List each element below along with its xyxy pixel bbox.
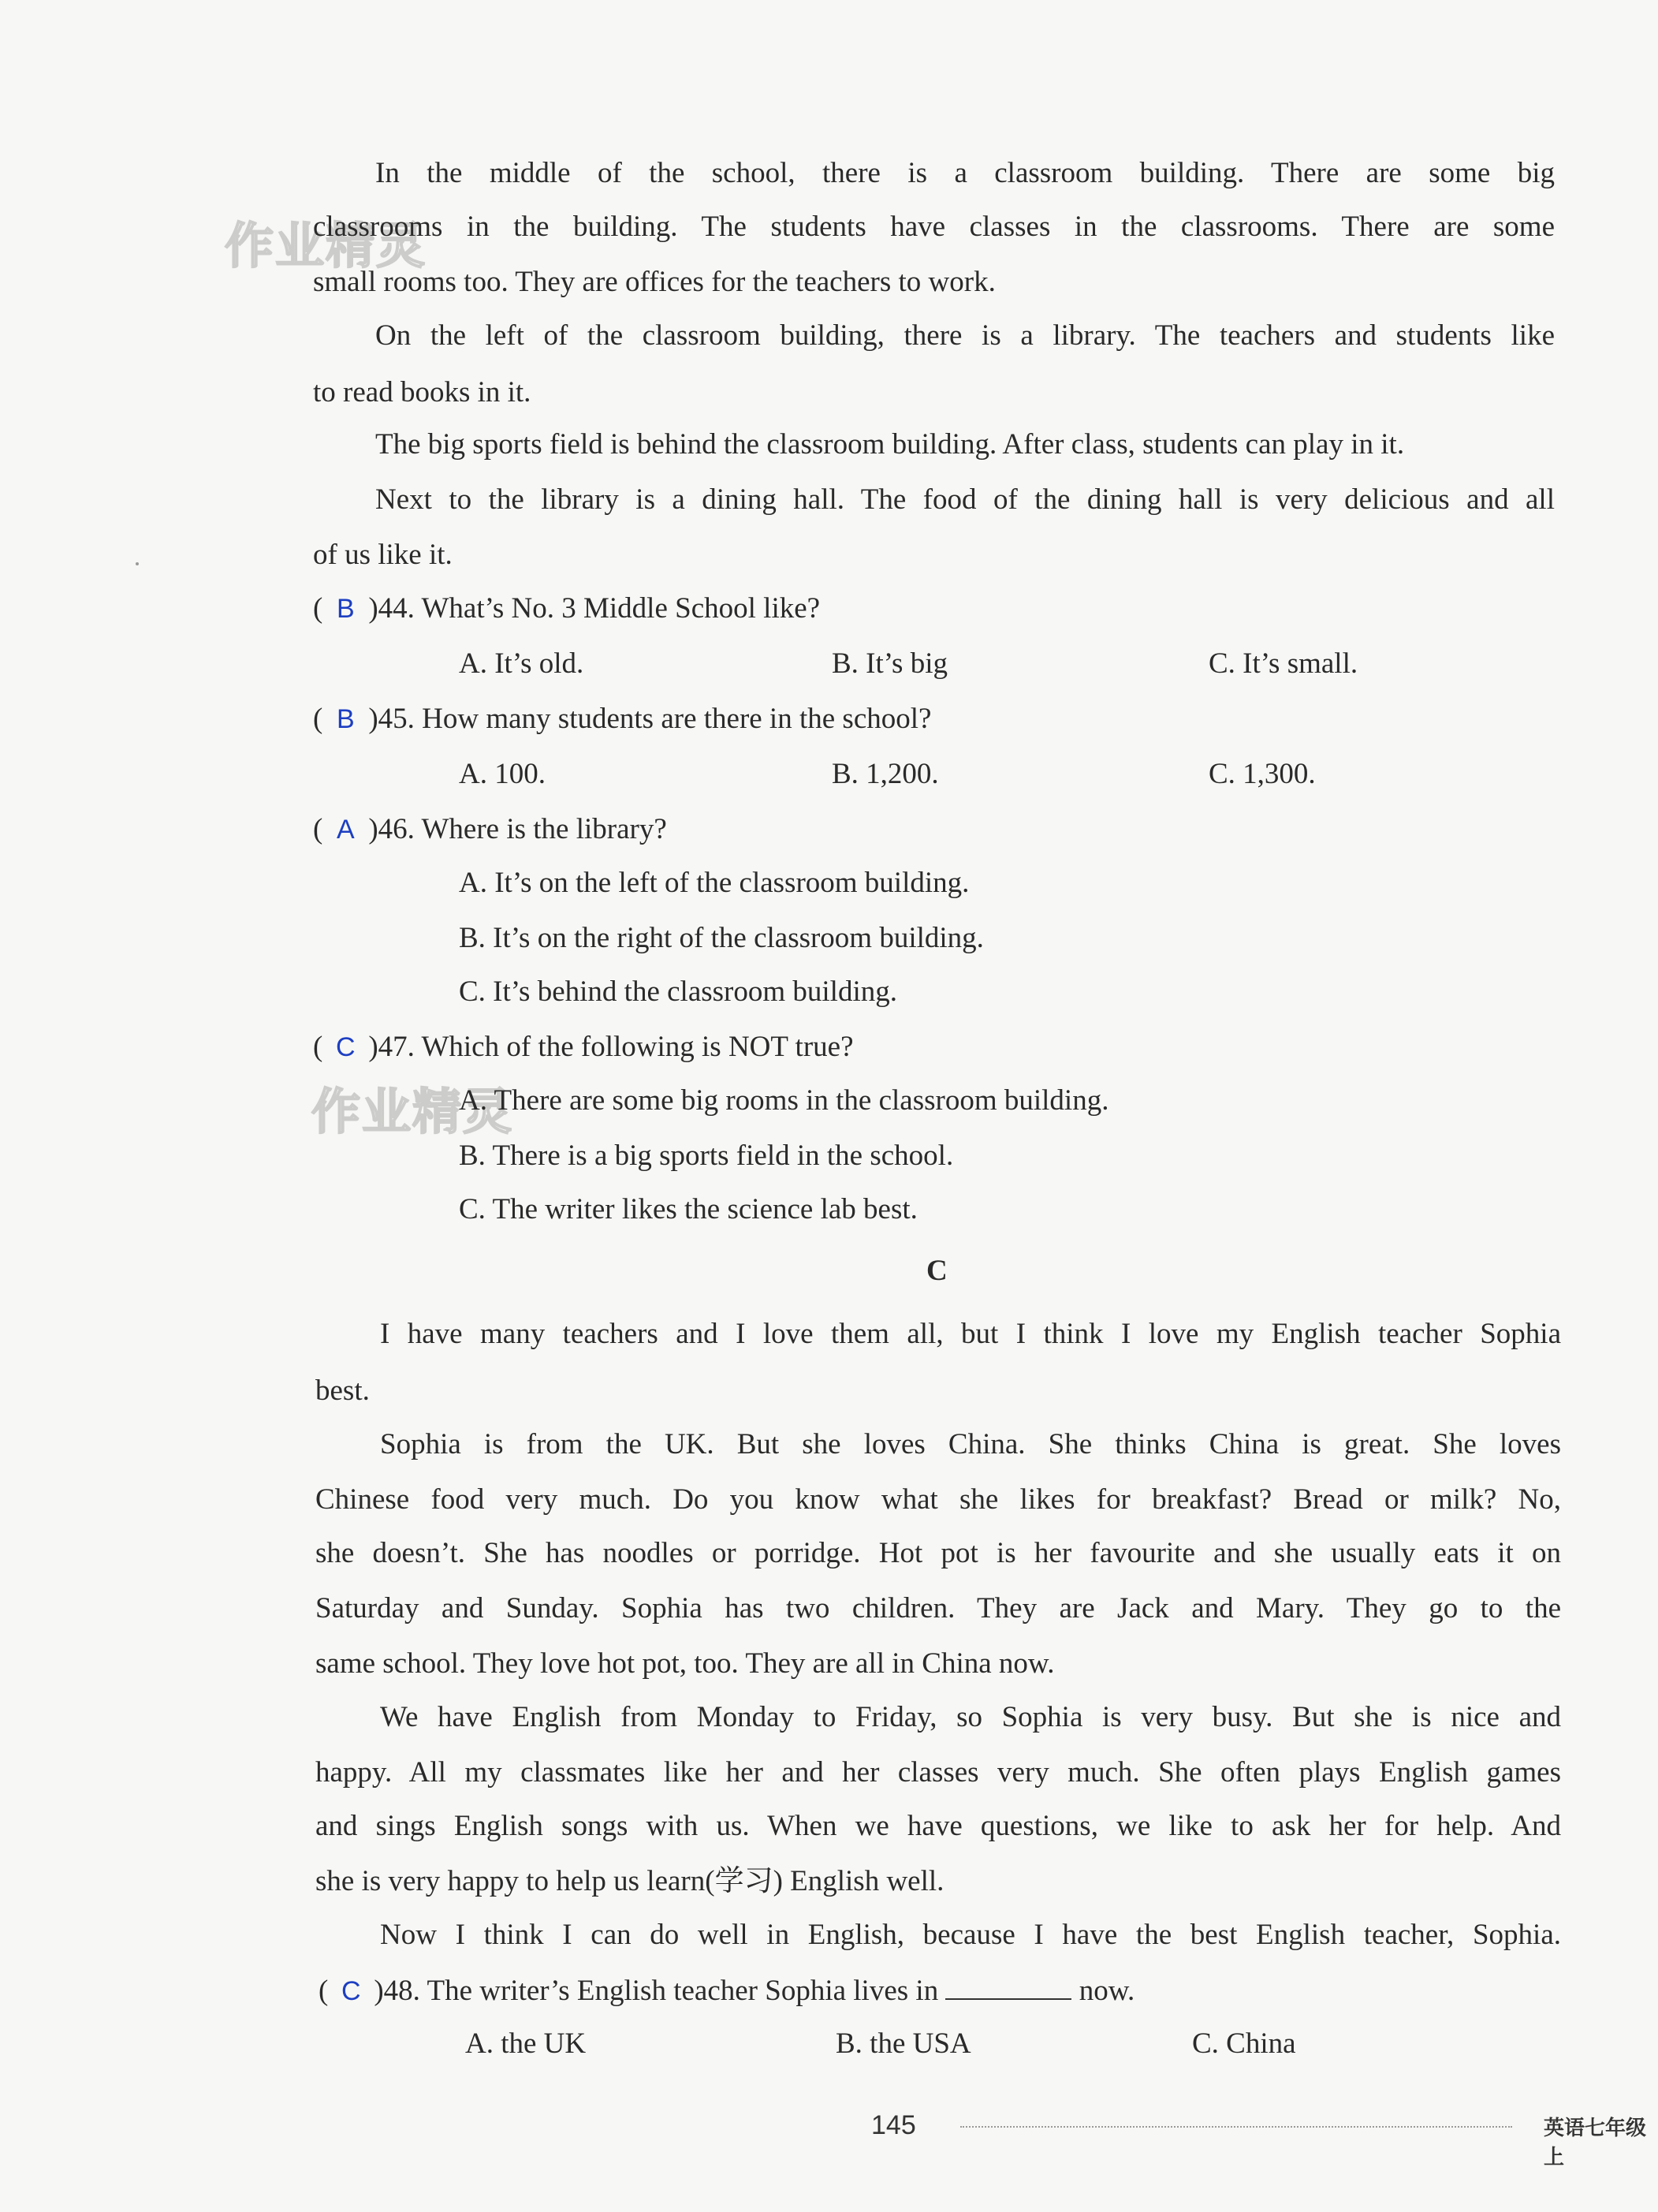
question-48-text-end: now. bbox=[1079, 1975, 1135, 2007]
answer-44: B bbox=[336, 594, 355, 624]
q46-option-a: A. It’s on the left of the classroom building. bbox=[459, 867, 970, 899]
passage-b-p1-line2: classrooms in the building. The students have classes in the classrooms. There are some bbox=[313, 211, 1555, 243]
passage-b-p4-line2: of us like it. bbox=[313, 539, 453, 571]
q46-option-b: B. It’s on the right of the classroom building. bbox=[459, 922, 984, 954]
passage-b-p4-line1: Next to the library is a dining hall. The food of the dining hall is very delicious and all bbox=[375, 483, 1555, 516]
q48-option-c: C. China bbox=[1192, 2027, 1296, 2060]
question-48-text: )48. The writer’s English teacher Sophia lives in bbox=[374, 1975, 939, 2007]
passage-c-p3-line1: We have English from Monday to Friday, so Sophia is very busy. But she is nice and bbox=[380, 1701, 1561, 1733]
paren-open: ( bbox=[319, 1975, 329, 2007]
answer-blank bbox=[945, 1971, 1071, 2000]
question-48 bbox=[319, 1971, 1135, 2010]
passage-c-p3-line2: happy. All my classmates like her and her classes very much. She often plays English games bbox=[315, 1756, 1561, 1789]
question-46-text: )46. Where is the library? bbox=[368, 813, 667, 845]
footer-divider bbox=[960, 2126, 1512, 2128]
answer-46: A bbox=[336, 815, 355, 845]
passage-b-p2-line1: On the left of the classroom building, there is a library. The teachers and students like bbox=[375, 319, 1555, 352]
paren-open: ( bbox=[313, 703, 323, 735]
passage-c-p3-line3: and sings English songs with us. When we have questions, we like to ask her for help. And bbox=[315, 1810, 1561, 1842]
passage-b-p2-line2: to read books in it. bbox=[313, 376, 531, 408]
q47-option-b: B. There is a big sports field in the school. bbox=[459, 1140, 954, 1172]
passage-c-p2-line5: same school. They love hot pot, too. They are all in China now. bbox=[315, 1647, 1055, 1680]
q45-option-b: B. 1,200. bbox=[832, 758, 939, 790]
answer-47: C bbox=[336, 1032, 356, 1062]
page-number: 145 bbox=[871, 2110, 916, 2140]
passage-c-p2-line3: she doesn’t. She has noodles or porridge. Hot pot is her favourite and she usually eats it on bbox=[315, 1537, 1561, 1569]
answer-48: C bbox=[341, 1976, 361, 2006]
section-c-heading: C bbox=[926, 1255, 948, 1287]
passage-c-p2-line1: Sophia is from the UK. But she loves China. She thinks China is great. She loves bbox=[380, 1428, 1561, 1460]
footer-label: 英语七年级上 bbox=[1544, 2117, 1647, 2169]
passage-c-p2-line2: Chinese food very much. Do you know what she likes for breakfast? Bread or milk? No, bbox=[315, 1483, 1561, 1516]
watermark-top: 作业精灵 bbox=[225, 217, 427, 274]
passage-c-p1-line1: I have many teachers and I love them all, but I think I love my English teacher Sophia bbox=[380, 1318, 1561, 1350]
question-44 bbox=[313, 590, 820, 628]
watermark-middle: 作业精灵 bbox=[311, 1083, 514, 1140]
question-47 bbox=[313, 1028, 854, 1066]
q45-option-a: A. 100. bbox=[459, 758, 546, 790]
paren-open: ( bbox=[313, 813, 323, 845]
question-47-text: )47. Which of the following is NOT true? bbox=[368, 1031, 854, 1063]
passage-c-p1-line2: best. bbox=[315, 1375, 370, 1407]
q45-option-c: C. 1,300. bbox=[1209, 758, 1316, 790]
question-46 bbox=[313, 811, 667, 849]
q48-option-b: B. the USA bbox=[836, 2027, 971, 2060]
passage-c-p2-line4: Saturday and Sunday. Sophia has two children. They are Jack and Mary. They go to the bbox=[315, 1592, 1561, 1624]
q44-option-a: A. It’s old. bbox=[459, 647, 584, 680]
passage-b-p3-line1: The big sports field is behind the classroom building. After class, students can play in it. bbox=[375, 428, 1405, 461]
q47-option-c: C. The writer likes the science lab best. bbox=[459, 1193, 918, 1225]
paren-open: ( bbox=[313, 1031, 323, 1063]
q44-option-c: C. It’s small. bbox=[1209, 647, 1358, 680]
paren-open: ( bbox=[313, 592, 323, 625]
q44-option-b: B. It’s big bbox=[832, 647, 948, 680]
question-44-text: )44. What’s No. 3 Middle School like? bbox=[368, 592, 821, 625]
q47-option-a: A. There are some big rooms in the classroom building. bbox=[459, 1084, 1109, 1117]
passage-c-p3-line4: she is very happy to help us learn(学习) English well. bbox=[315, 1865, 945, 1897]
margin-dot bbox=[136, 562, 139, 565]
passage-c-p4-line1: Now I think I can do well in English, because I have the best English teacher, Sophia. bbox=[380, 1919, 1561, 1951]
q48-option-a: A. the UK bbox=[465, 2027, 587, 2060]
passage-b-p1-line1: In the middle of the school, there is a classroom building. There are some big bbox=[375, 157, 1555, 189]
passage-b-p1-line3: small rooms too. They are offices for the teachers to work. bbox=[313, 266, 996, 298]
question-45-text: )45. How many students are there in the school? bbox=[368, 703, 932, 735]
q46-option-c: C. It’s behind the classroom building. bbox=[459, 975, 897, 1008]
answer-45: B bbox=[336, 704, 355, 734]
question-45 bbox=[313, 700, 931, 738]
